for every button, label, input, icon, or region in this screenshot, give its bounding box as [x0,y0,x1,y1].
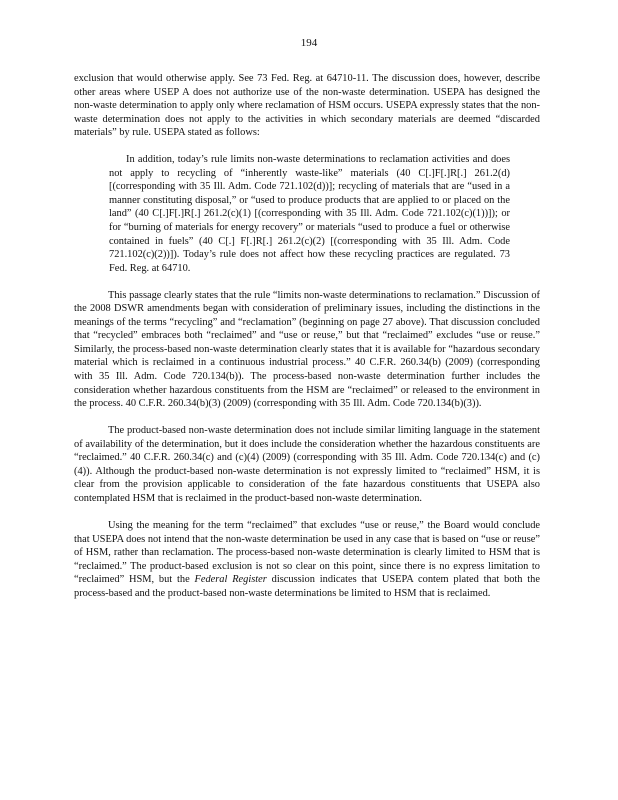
federal-register-italic: Federal Register [194,574,267,586]
document-body [74,72,540,614]
paragraph-5-text-after: discussion indicates that USEPA contem plated that both the process-based and the product-based non-waste determinations be limited to HSM that is reclaimed. [74,574,540,599]
block-quote [74,153,540,275]
block-quote-text: In addition, today’s rule limits non-waste determinations to reclamation activities and does not apply to recycling of “inherently waste-like” materials (40 C[.]F[.]R[.] 261.2(d) [(corresponding with 35 Ill. Adm. Code 721.102(d))]; recycling of materials that are “used in a manner constituting disposal,” or “used to produce products that are applied to or placed on the land” (40 C[.]F[.]R[.] 261.2(c)(1) [(corresponding with 35 Ill. Adm. Code 721.102(c)(1))]); or for “burning of materials for energy recovery” or materials “used to produce a fuel or otherwise contained in fuels” (40 C[.] F[.]R[.] 261.2(c)(2) [(corresponding with 35 Ill. Adm. Code 721.102(c)(2))]). Today’s rule does not affect how these recycling practices are regulated. 73 Fed. Reg. at 64710. [109,154,510,274]
page-number: 194 [300,37,318,49]
paragraph-5 [74,519,540,600]
paragraph-4: The product-based non-waste determination does not include similar limiting language in the statement of availability of the determination, but it does include the consideration whether the hazardous constituents are “reclaimed.” 40 C.F.R. 260.34(c) and (c)(4) (2009) (corresponding with 35 Ill. Adm. Code 720.134(c) and (c)(4)). Although the product-based non-waste determination is not expressly limited to “reclaimed” HSM, it is clear from the provision applicable to consideration of the fate hazardous constituents that USEPA also contemplated HSM that is reclaimed in the product-based non-waste determination. [74,425,540,504]
paragraph-5-text-before: Using the meaning for the term “reclaimed” that excludes “use or reuse,” the Board would conclude that USEPA does not intend that the non-waste determination be used in any case that is based on “use or reuse” of HSM, rather than reclamation. The process-based non-waste determination is clearly limited to HSM that is “reclaimed.” The product-based exclusion is not so clear on this point, since there is no express limitation to “reclaimed” HSM, but the [74,520,540,586]
paragraph-3: This passage clearly states that the rule “limits non-waste determinations to reclamation.” Discussion of the 2008 DSWR amendments began with consideration of preliminary issues, including the distinctions in the meanings of the terms “recycling” and “reclamation” (beginning on page 27 above). That discussion concluded that “recycled” embraces both “reclaimed” and “use or reuse,” but that “reclaimed” excludes “use or reuse.” Similarly, the process-based non-waste determination clearly states that it is available for “hazardous secondary material which is reclaimed in a continuous industrial process.” 40 C.F.R. 260.34(b) (2009) (corresponding with 35 Ill. Adm. Code 720.134(b)). The process-based non-waste determination further includes the consideration whether hazardous constituents from the HSM are “reclaimed” or released to the environment in the process. 40 C.F.R. 260.34(b)(3) (2009) (corresponding with 35 Ill. Adm. Code 720.134(b)(3)). [74,289,540,410]
paragraph-1: exclusion that would otherwise apply. See 73 Fed. Reg. at 64710-11. The discussion does, however, describe other areas where USEP A does not authorize use of the non-waste determination. USEPA has designed the non-waste determination to apply only where reclamation of HSM occurs. USEPA expressly states that the non-waste determination does not apply to the activities in which secondary materials are deemed “discarded materials” by rule. USEPA stated as follows: [74,73,540,139]
